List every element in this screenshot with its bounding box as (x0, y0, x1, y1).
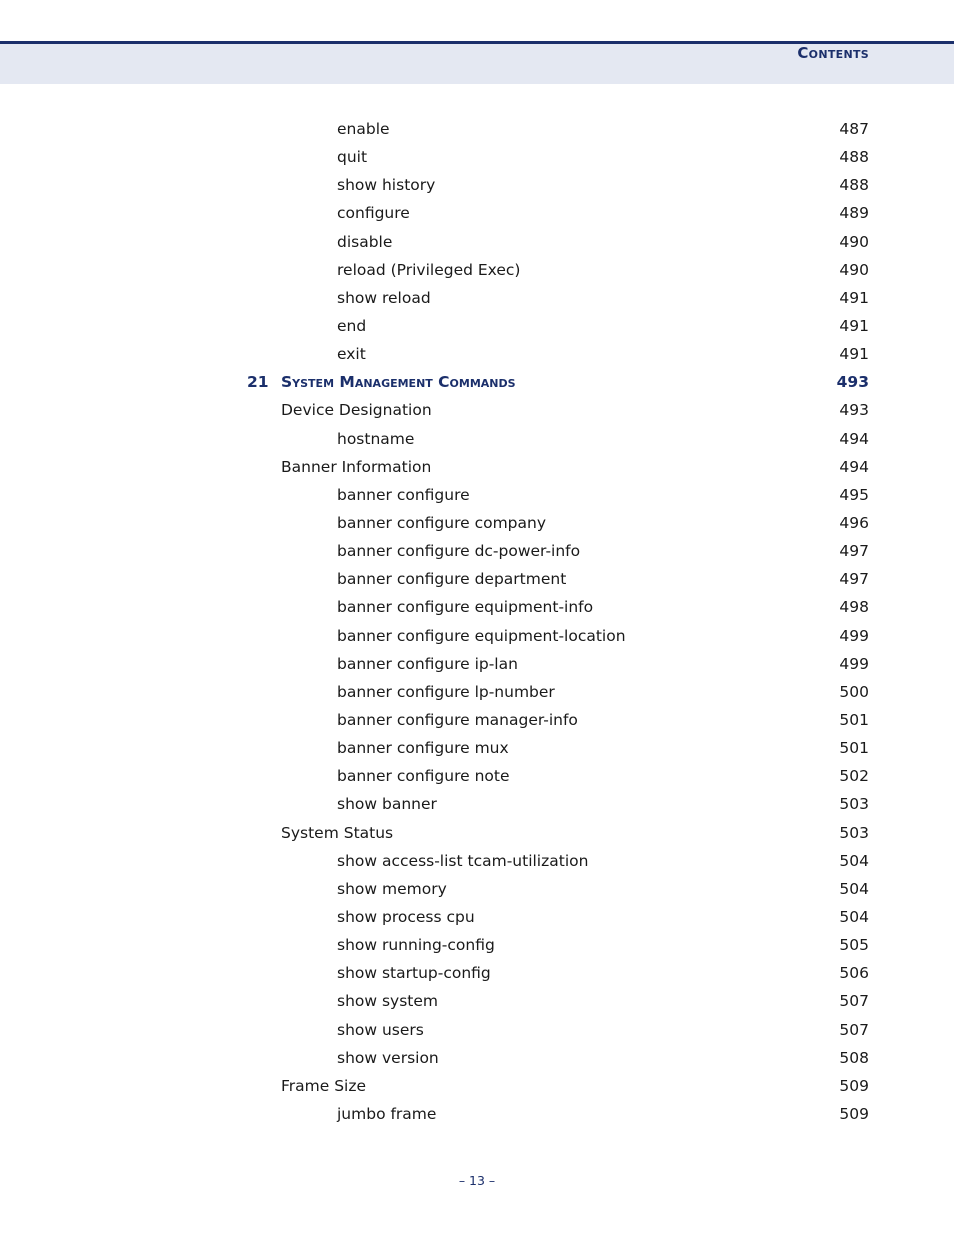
toc-entry[interactable] (0, 623, 954, 651)
toc-entry-page: 489 (839, 204, 869, 223)
toc-entry-label: reload (Privileged Exec) (337, 260, 521, 279)
toc-entry-page: 506 (839, 964, 869, 983)
toc-entry[interactable] (0, 960, 954, 988)
toc-entry-page: 494 (839, 457, 869, 476)
toc-entry-label: exit (337, 345, 366, 364)
toc-entry[interactable] (0, 538, 954, 566)
toc-entry-label: jumbo frame (337, 1104, 437, 1123)
toc-entry-label: Banner Information (281, 457, 432, 476)
toc-entry-page: 505 (839, 936, 869, 955)
toc-entry-page: 491 (839, 345, 869, 364)
toc-entry-page: 494 (839, 429, 869, 448)
toc-entry-page: 496 (839, 513, 869, 532)
toc-entry[interactable] (0, 313, 954, 341)
toc-entry[interactable] (0, 1101, 954, 1129)
toc-entry[interactable] (0, 341, 954, 369)
toc-entry[interactable] (0, 848, 954, 876)
toc-entry[interactable] (0, 594, 954, 622)
toc-entry[interactable] (0, 144, 954, 172)
toc-entry[interactable] (0, 510, 954, 538)
toc-entry[interactable] (0, 707, 954, 735)
toc-entry-page: 504 (839, 851, 869, 870)
toc-entry-label: show users (337, 1020, 424, 1039)
toc-entry-page: 493 (836, 373, 869, 392)
toc-entry-label: banner configure lp-number (337, 682, 555, 701)
toc-entry[interactable] (0, 932, 954, 960)
toc-entry-label: show access-list tcam-utilization (337, 851, 589, 870)
toc-entry-page: 497 (839, 542, 869, 561)
toc-entry-page: 491 (839, 288, 869, 307)
toc-entry[interactable] (0, 651, 954, 679)
toc-entry-label: enable (337, 120, 390, 138)
header-title: Contents (797, 44, 869, 62)
toc-entry-label: end (337, 316, 367, 335)
toc-entry-label: System Status (281, 823, 394, 842)
toc-entry[interactable] (0, 763, 954, 791)
toc-entry-label: show reload (337, 288, 431, 307)
toc-entry[interactable] (0, 257, 954, 285)
toc-entry-label: Device Designation (281, 401, 432, 420)
toc-entry-label: banner configure ip-lan (337, 654, 518, 673)
toc-entry-label: banner configure equipment-location (337, 626, 626, 645)
toc-entry-label: quit (337, 148, 368, 167)
toc-entry-label: banner configure note (337, 767, 510, 786)
toc-entry[interactable] (0, 1045, 954, 1073)
toc-entry-label: banner configure dc-power-info (337, 542, 581, 561)
toc-entry-page: 493 (839, 401, 869, 420)
toc-entry-label: hostname (337, 429, 415, 448)
toc-entry-page: 497 (839, 570, 869, 589)
toc-entry[interactable] (0, 566, 954, 594)
toc-entry[interactable] (0, 1017, 954, 1045)
toc-entry-page: 499 (839, 626, 869, 645)
toc-entry-label: disable (337, 232, 393, 251)
toc-entry-page: 490 (839, 232, 869, 251)
toc-entry[interactable] (0, 285, 954, 313)
toc-entry-page: 500 (839, 682, 869, 701)
toc-entry-page: 501 (839, 710, 869, 729)
toc-entry[interactable] (0, 791, 954, 819)
toc-entry-page: 490 (839, 260, 869, 279)
toc-entry-page: 498 (839, 598, 869, 617)
toc-entry-page: 503 (839, 823, 869, 842)
toc-entry-label: banner configure equipment-info (337, 598, 594, 617)
toc-entry-page: 499 (839, 654, 869, 673)
toc-entry-label: banner configure mux (337, 739, 509, 758)
toc-entry-page: 487 (839, 120, 869, 138)
toc-entry-label: show process cpu (337, 907, 475, 926)
toc-entry[interactable] (0, 876, 954, 904)
toc-entry-label: show memory (337, 879, 447, 898)
toc-entry-label: configure (337, 204, 410, 223)
toc-entry-page: 504 (839, 879, 869, 898)
toc-entry-page: 503 (839, 795, 869, 814)
toc-entry-page: 507 (839, 992, 869, 1011)
toc-entry-page: 501 (839, 739, 869, 758)
toc-entry-label: show version (337, 1048, 439, 1067)
toc-entry-label: banner configure (337, 485, 470, 504)
page-number: – 13 – (458, 1173, 496, 1188)
table-of-contents (0, 116, 954, 1129)
toc-chapter-entry[interactable] (0, 369, 954, 397)
toc-entry-label: show startup-config (337, 964, 491, 983)
toc-entry-label: show system (337, 992, 439, 1011)
toc-entry-page: 502 (839, 767, 869, 786)
toc-entry-label: show history (337, 176, 436, 195)
toc-entry-label: banner configure company (337, 513, 547, 532)
toc-entry-label: System Management Commands (281, 373, 516, 392)
toc-entry-page: 488 (839, 148, 869, 167)
toc-entry[interactable] (0, 735, 954, 763)
toc-entry[interactable] (0, 426, 954, 454)
toc-entry-label: banner configure department (337, 570, 567, 589)
toc-entry-label: show running-config (337, 936, 495, 955)
toc-entry[interactable] (0, 116, 954, 144)
toc-entry[interactable] (0, 454, 954, 482)
toc-entry-page: 491 (839, 316, 869, 335)
chapter-number: 21 (247, 373, 269, 392)
toc-entry[interactable] (0, 397, 954, 425)
toc-entry[interactable] (0, 172, 954, 200)
toc-entry[interactable] (0, 820, 954, 848)
toc-entry[interactable] (0, 904, 954, 932)
toc-entry[interactable] (0, 679, 954, 707)
toc-entry-page: 488 (839, 176, 869, 195)
toc-entry-page: 504 (839, 907, 869, 926)
toc-entry-page: 509 (839, 1076, 869, 1095)
toc-entry-label: show banner (337, 795, 437, 814)
toc-entry[interactable] (0, 1073, 954, 1101)
toc-entry-page: 509 (839, 1104, 869, 1123)
toc-entry[interactable] (0, 229, 954, 257)
toc-entry-page: 508 (839, 1048, 869, 1067)
toc-entry[interactable] (0, 200, 954, 228)
toc-entry[interactable] (0, 482, 954, 510)
toc-entry-page: 495 (839, 485, 869, 504)
toc-entry-page: 507 (839, 1020, 869, 1039)
toc-entry-label: banner configure manager-info (337, 710, 578, 729)
toc-entry-label: Frame Size (281, 1076, 367, 1095)
toc-entry[interactable] (0, 988, 954, 1016)
